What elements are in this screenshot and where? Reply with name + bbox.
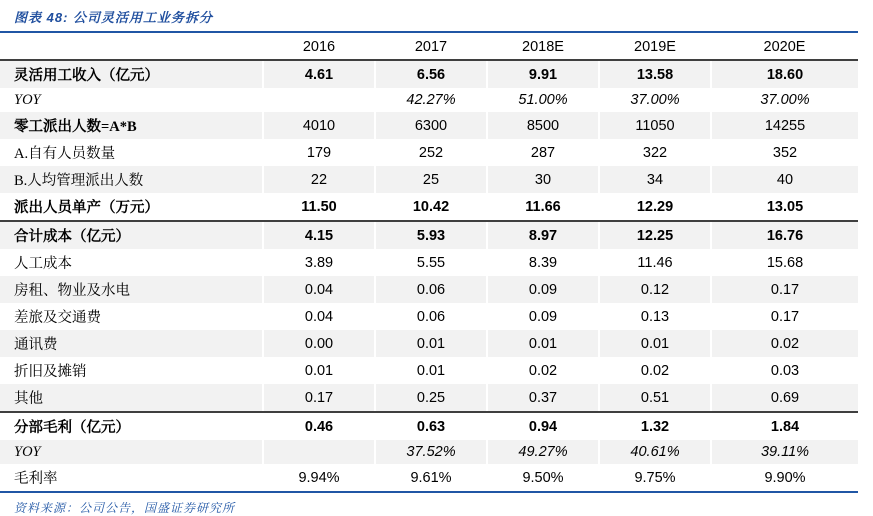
cell-value: 34 bbox=[599, 166, 711, 193]
table-row bbox=[0, 112, 858, 139]
cell-value: 0.09 bbox=[487, 276, 599, 303]
cell-value: 1.32 bbox=[599, 412, 711, 440]
cell-value: 0.01 bbox=[599, 330, 711, 357]
cell-value: 18.60 bbox=[711, 60, 858, 88]
cell-value: 39.11% bbox=[711, 440, 858, 464]
cell-value: 9.90% bbox=[764, 469, 806, 486]
cell-value: 252 bbox=[375, 139, 487, 166]
row-label: 灵活用工收入（亿元） bbox=[0, 60, 263, 88]
cell-value: 3.89 bbox=[263, 249, 375, 276]
cell-value: 51.00% bbox=[487, 88, 599, 112]
table-row bbox=[0, 303, 858, 330]
cell-value: 0.04 bbox=[263, 303, 375, 330]
cell-value: 9.94% bbox=[263, 464, 375, 491]
cell-value: 6.56 bbox=[375, 60, 487, 88]
cell-value: 13.58 bbox=[599, 60, 711, 88]
cell-value: 40 bbox=[711, 166, 858, 193]
cell-value: 12.25 bbox=[599, 221, 711, 249]
cell-value: 11.50 bbox=[263, 193, 375, 221]
cell-value: 0.03 bbox=[770, 362, 800, 379]
cell-value: 179 bbox=[263, 139, 375, 166]
cell-value: 0.69 bbox=[711, 384, 858, 412]
cell-value: 49.27% bbox=[487, 440, 599, 464]
cell-value: 0.06 bbox=[375, 303, 487, 330]
row-label: YOY bbox=[0, 88, 263, 112]
cell-value: 0.13 bbox=[599, 303, 711, 330]
cell-value: 0.01 bbox=[375, 330, 487, 357]
cell-value: 5.55 bbox=[375, 249, 487, 276]
cell-value: 0.02 bbox=[487, 357, 599, 384]
year-column-header: 2017 bbox=[375, 37, 487, 60]
row-label: 派出人员单产（万元） bbox=[0, 193, 263, 221]
row-label: 折旧及摊销 bbox=[0, 357, 263, 384]
table-row bbox=[0, 412, 858, 440]
cell-value: 1.84 bbox=[770, 418, 800, 435]
cell-value: 9.75% bbox=[599, 464, 711, 491]
table-row bbox=[0, 384, 858, 412]
row-label-header bbox=[0, 37, 263, 60]
title-divider bbox=[0, 31, 858, 33]
cell-value bbox=[263, 440, 375, 464]
table-row bbox=[0, 464, 858, 491]
cell-value: 25 bbox=[375, 166, 487, 193]
cell-value: 9.50% bbox=[487, 464, 599, 491]
row-label: 分部毛利（亿元） bbox=[0, 412, 263, 440]
row-label: 通讯费 bbox=[0, 330, 263, 357]
cell-value: 0.02 bbox=[599, 357, 711, 384]
table-row bbox=[0, 166, 858, 193]
table-row bbox=[0, 193, 858, 221]
cell-value: 0.01 bbox=[487, 330, 599, 357]
row-label: YOY bbox=[0, 440, 263, 464]
cell-value: 0.17 bbox=[770, 308, 800, 325]
table-row bbox=[0, 139, 858, 166]
cell-value: 0.63 bbox=[375, 412, 487, 440]
year-column-header: 2020E bbox=[711, 37, 858, 60]
row-label: 其他 bbox=[0, 384, 263, 412]
year-column-header: 2018E bbox=[487, 37, 599, 60]
cell-value: 0.46 bbox=[263, 412, 375, 440]
cell-value: 0.01 bbox=[375, 357, 487, 384]
cell-value: 8.39 bbox=[487, 249, 599, 276]
cell-value: 37.00% bbox=[599, 88, 711, 112]
year-column-header: 2016 bbox=[263, 37, 375, 60]
cell-value: 0.12 bbox=[599, 276, 711, 303]
table-row bbox=[0, 88, 858, 112]
cell-value: 37.52% bbox=[375, 440, 487, 464]
cell-value: 9.61% bbox=[375, 464, 487, 491]
cell-value: 12.29 bbox=[599, 193, 711, 221]
row-label: B.人均管理派出人数 bbox=[0, 166, 263, 193]
cell-value: 0.51 bbox=[599, 384, 711, 412]
cell-value: 9.91 bbox=[487, 60, 599, 88]
cell-value: 0.06 bbox=[375, 276, 487, 303]
row-label: A.自有人员数量 bbox=[0, 139, 263, 166]
cell-value: 8500 bbox=[487, 112, 599, 139]
table-header-row bbox=[0, 37, 858, 60]
cell-value: 4010 bbox=[263, 112, 375, 139]
cell-value: 0.02 bbox=[711, 330, 858, 357]
cell-value: 13.05 bbox=[711, 193, 858, 221]
cell-value: 0.94 bbox=[487, 412, 599, 440]
table-row bbox=[0, 330, 858, 357]
cell-value: 5.93 bbox=[375, 221, 487, 249]
source-note: 资料来源：公司公告，国盛证券研究所 bbox=[14, 501, 236, 515]
cell-value: 10.42 bbox=[375, 193, 487, 221]
row-label: 零工派出人数=A*B bbox=[0, 112, 263, 139]
cell-value: 11050 bbox=[599, 112, 711, 139]
table-row bbox=[0, 357, 858, 384]
cell-value: 4.15 bbox=[263, 221, 375, 249]
cell-value: 0.17 bbox=[711, 276, 858, 303]
cell-value: 322 bbox=[599, 139, 711, 166]
cell-value: 14255 bbox=[711, 112, 858, 139]
cell-value: 4.61 bbox=[263, 60, 375, 88]
cell-value: 22 bbox=[263, 166, 375, 193]
cell-value: 11.66 bbox=[487, 193, 599, 221]
cell-value: 0.00 bbox=[263, 330, 375, 357]
cell-value: 0.25 bbox=[375, 384, 487, 412]
figure-title: 图表 48: 公司灵活用工业务拆分 bbox=[14, 10, 214, 25]
cell-value: 40.61% bbox=[599, 440, 711, 464]
cell-value: 0.09 bbox=[487, 303, 599, 330]
cell-value: 6300 bbox=[375, 112, 487, 139]
row-label: 人工成本 bbox=[0, 249, 263, 276]
cell-value: 352 bbox=[772, 144, 798, 161]
table-row bbox=[0, 276, 858, 303]
table-row bbox=[0, 440, 858, 464]
year-column-header: 2019E bbox=[599, 37, 711, 60]
cell-value: 0.17 bbox=[263, 384, 375, 412]
cell-value: 11.46 bbox=[599, 249, 711, 276]
cell-value: 8.97 bbox=[487, 221, 599, 249]
cell-value: 0.37 bbox=[487, 384, 599, 412]
flexible-staffing-table bbox=[0, 37, 858, 491]
cell-value: 37.00% bbox=[760, 92, 810, 108]
cell-value: 16.76 bbox=[711, 221, 858, 249]
row-label: 房租、物业及水电 bbox=[0, 276, 263, 303]
table-row bbox=[0, 249, 858, 276]
row-label: 差旅及交通费 bbox=[0, 303, 263, 330]
row-label: 合计成本（亿元） bbox=[0, 221, 263, 249]
cell-value: 15.68 bbox=[766, 254, 804, 271]
cell-value: 30 bbox=[487, 166, 599, 193]
table-row bbox=[0, 60, 858, 88]
cell-value: 0.01 bbox=[263, 357, 375, 384]
table-row bbox=[0, 221, 858, 249]
cell-value: 0.04 bbox=[263, 276, 375, 303]
row-label: 毛利率 bbox=[0, 464, 263, 491]
cell-value bbox=[263, 88, 375, 112]
cell-value: 42.27% bbox=[375, 88, 487, 112]
cell-value: 287 bbox=[487, 139, 599, 166]
